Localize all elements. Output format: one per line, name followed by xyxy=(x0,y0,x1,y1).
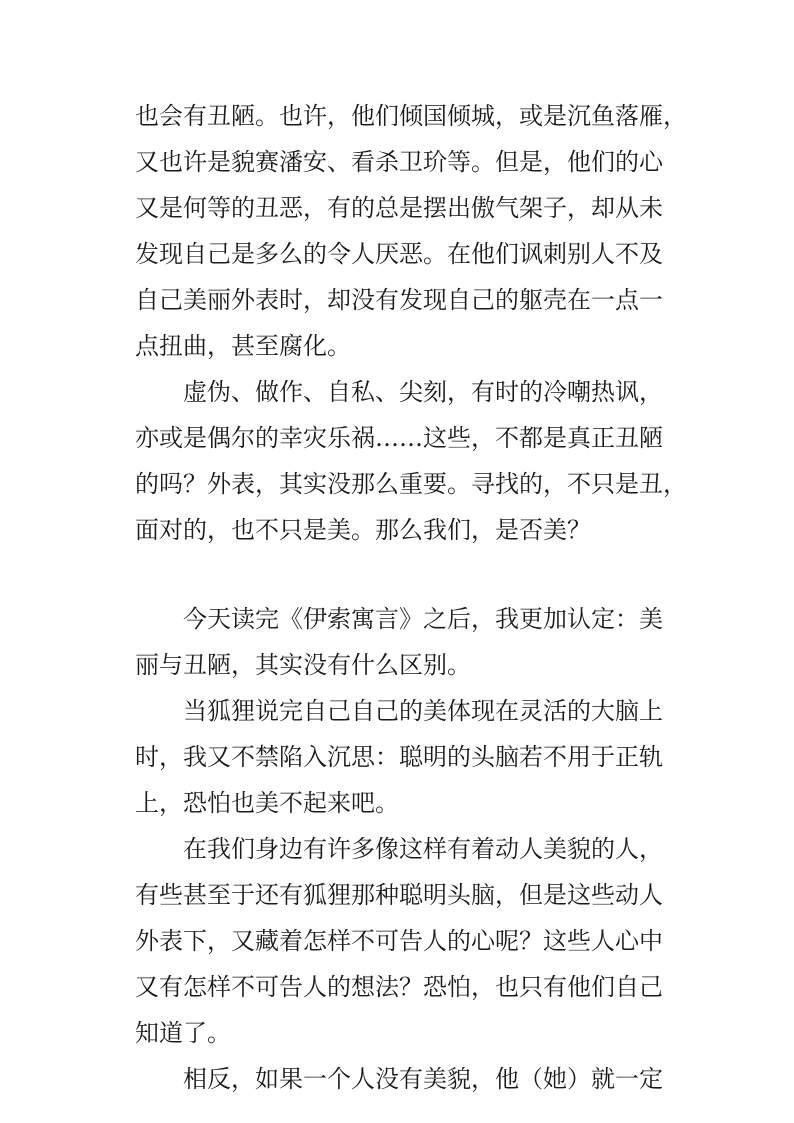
text-line xyxy=(0,277,794,323)
text-line-content: 又是何等的丑恶，有的总是摆出傲气架子，却从未 xyxy=(135,194,663,222)
text-line xyxy=(0,93,794,139)
text-line xyxy=(0,139,794,185)
text-line xyxy=(0,596,794,642)
text-line-content: 的吗？外表，其实没那么重要。寻找的，不只是丑， xyxy=(135,470,687,498)
text-line xyxy=(0,734,794,780)
text-line-content: 知道了。 xyxy=(135,1019,231,1047)
text-line xyxy=(0,369,794,415)
text-line-content: 点扭曲，甚至腐化。 xyxy=(135,332,351,360)
text-line xyxy=(0,964,794,1010)
text-line xyxy=(0,826,794,872)
text-line xyxy=(0,185,794,231)
text-line xyxy=(0,918,794,964)
text-line-content: 上，恐怕也美不起来吧。 xyxy=(135,789,399,817)
text-line-content: 发现自己是多么的令人厌恶。在他们讽刺别人不及 xyxy=(135,240,663,268)
text-line-content: 相反，如果一个人没有美貌，他（她）就一定 xyxy=(183,1065,663,1093)
text-line xyxy=(0,688,794,734)
text-line xyxy=(0,1010,794,1056)
text-line xyxy=(0,1056,794,1102)
text-line-content: 也会有丑陋。也许，他们倾国倾城，或是沉鱼落雁， xyxy=(135,102,687,130)
text-line xyxy=(0,507,794,553)
text-line xyxy=(0,231,794,277)
text-line xyxy=(0,323,794,369)
text-line-content: 今天读完《伊索寓言》之后，我更加认定：美 xyxy=(183,605,663,633)
text-line-content: 当狐狸说完自己自己的美体现在灵活的大脑上 xyxy=(183,697,663,725)
text-line-content: 虚伪、做作、自私、尖刻，有时的冷嘲热讽， xyxy=(183,378,663,406)
text-line-content: 在我们身边有许多像这样有着动人美貌的人， xyxy=(183,835,663,863)
text-line-content: 亦或是偶尔的幸灾乐祸……这些，不都是真正丑陋 xyxy=(135,424,663,452)
text-line-content: 面对的，也不只是美。那么我们，是否美？ xyxy=(135,516,591,544)
text-line xyxy=(0,461,794,507)
text-line xyxy=(0,642,794,688)
text-line xyxy=(0,415,794,461)
text-line-content: 又有怎样不可告人的想法？恐怕，也只有他们自己 xyxy=(135,973,663,1001)
text-line-content: 外表下，又藏着怎样不可告人的心呢？这些人心中 xyxy=(135,927,663,955)
text-line-content: 时，我又不禁陷入沉思：聪明的头脑若不用于正轨 xyxy=(135,743,663,771)
text-line xyxy=(0,872,794,918)
text-line-content: 丽与丑陋，其实没有什么区别。 xyxy=(135,651,471,679)
text-line-content: 自己美丽外表时，却没有发现自己的躯壳在一点一 xyxy=(135,286,663,314)
text-line xyxy=(0,780,794,826)
text-line-content: 有些甚至于还有狐狸那种聪明头脑，但是这些动人 xyxy=(135,881,663,909)
text-line-content: 又也许是貌赛潘安、看杀卫玠等。但是，他们的心 xyxy=(135,148,663,176)
